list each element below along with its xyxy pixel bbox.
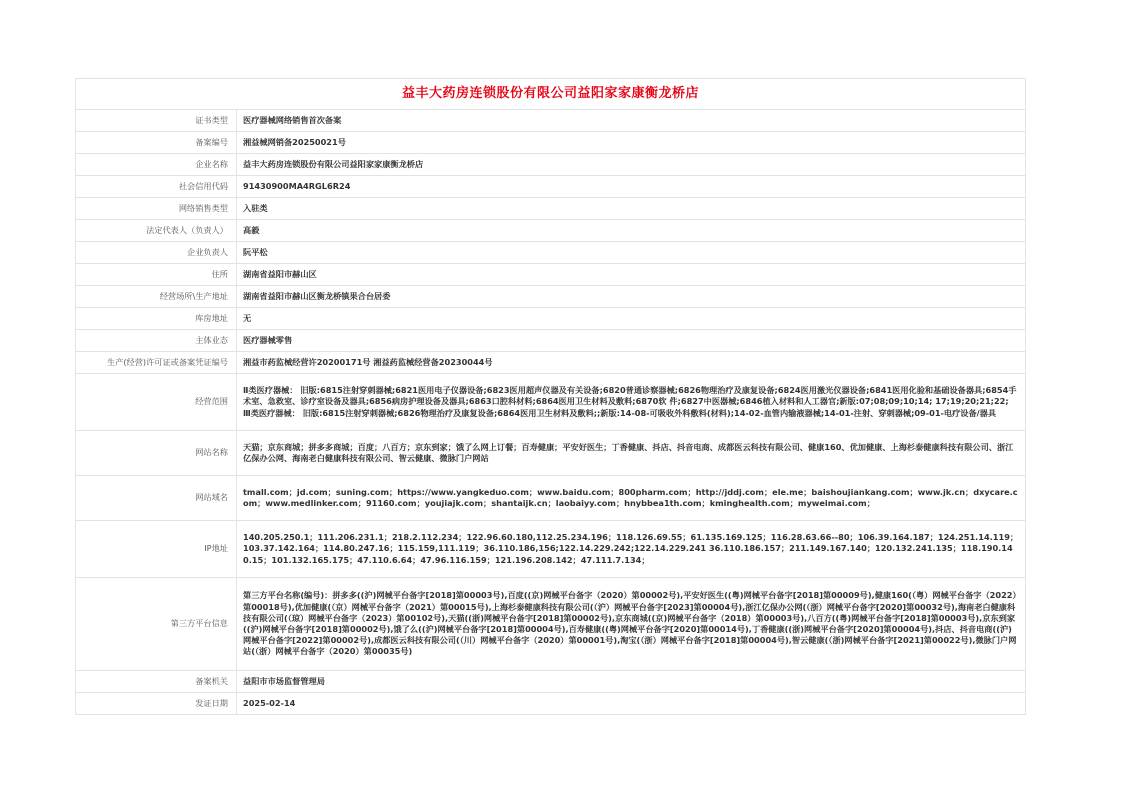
field-label: 网站名称 bbox=[76, 431, 237, 476]
row-credit-code bbox=[76, 176, 1026, 198]
field-value: Ⅱ类医疗器械： 旧版:6815注射穿刺器械;6821医用电子仪器设备;6823医用超声仪器及有关设备;6820普通诊察器械;6826物理治疗及康复设备;6824医用激光仪器设备;6841医用化验和基础设备器具;6854手术室、急救室、诊疗室设备及器具;6856病房护理设备及器具;6863口腔科材料;6864医用卫生材料及敷料;6870软 件;6827中医器械;6846植入材料和人工器官;新版:07;08;09;10;14; 17;19;20;21;22; Ⅲ类医疗器械： 旧版:6815注射穿刺器械;6826物理治疗及康复设备;6864医用卫生材料及敷料;;新版:14-08-可吸收外科敷料(材料);14-02-血管内输液器械;14-01-注射、穿刺器械;09-01-电疗设备/器具 bbox=[237, 374, 1026, 431]
row-business-format bbox=[76, 330, 1026, 352]
row-sales-type bbox=[76, 198, 1026, 220]
field-label: 法定代表人（负责人） bbox=[76, 220, 237, 242]
field-value: 阮平松 bbox=[237, 242, 1026, 264]
field-value: 湘益械网销备20250021号 bbox=[237, 132, 1026, 154]
row-filing-authority bbox=[76, 671, 1026, 693]
field-label: 生产(经营)许可证或备案凭证编号 bbox=[76, 352, 237, 374]
field-label: 备案编号 bbox=[76, 132, 237, 154]
field-value: 益阳市市场监督管理局 bbox=[237, 671, 1026, 693]
row-license-number bbox=[76, 352, 1026, 374]
field-label: 发证日期 bbox=[76, 693, 237, 715]
field-label: 住所 bbox=[76, 264, 237, 286]
row-record-number bbox=[76, 132, 1026, 154]
field-label: 企业负责人 bbox=[76, 242, 237, 264]
row-issue-date bbox=[76, 693, 1026, 715]
field-label: 库房地址 bbox=[76, 308, 237, 330]
field-label: 社会信用代码 bbox=[76, 176, 237, 198]
field-value: 天猫；京东商城；拼多多商城；百度；八百方；京东到家；饿了么网上订餐；百寿健康；平安好医生；丁香健康、抖店、抖音电商、成都医云科技有限公司、健康160、优加健康、上海杉泰健康科技有限公司、浙江亿保办公网、海南老白健康科技有限公司、智云健康、微脉门户网站 bbox=[237, 431, 1026, 476]
field-label: 企业名称 bbox=[76, 154, 237, 176]
field-value: 湖南省益阳市赫山区 bbox=[237, 264, 1026, 286]
field-label: 主体业态 bbox=[76, 330, 237, 352]
field-value: tmall.com；jd.com；suning.com；https://www.yangkeduo.com；www.baidu.com；800pharm.com；http://jddj.com；ele.me；baishoujiankang.com；www.jk.cn；dxycare.com；www.medlinker.com；91160.com；youjiajk.com；shantaijk.cn；laobaiyy.com；hnybbea1th.com；kminghealth.com；myweimai.com； bbox=[237, 476, 1026, 521]
field-value: 140.205.250.1；111.206.231.1；218.2.112.234；122.96.60.180,112.25.234.196；118.126.69.55；61.135.169.125；116.28.63.66--80；106.39.164.187；124.251.14.119；103.37.142.164；114.80.247.16；115.159,111.119；36.110.186,156;122.14.229.242;122.14.229.241 36.110.186.157；211.149.167.140；120.132.241.135；118.190.140.15；101.132.165.175；47.110.6.64；47.96.116.159；121.196.208.142；47.111.7.134； bbox=[237, 521, 1026, 578]
field-value: 益丰大药房连锁股份有限公司益阳家家康衡龙桥店 bbox=[237, 154, 1026, 176]
row-website-domain bbox=[76, 476, 1026, 521]
field-label: 网络销售类型 bbox=[76, 198, 237, 220]
field-value: 2025-02-14 bbox=[237, 693, 1026, 715]
row-business-scope bbox=[76, 374, 1026, 431]
row-website-name bbox=[76, 431, 1026, 476]
field-label: 经营范围 bbox=[76, 374, 237, 431]
field-value: 第三方平台名称(编号)：拼多多((沪)网械平台备字[2018]第00003号),百度((京)网械平台备字（2020）第00002号),平安好医生((粤)网械平台备字[2018]第00009号),健康160(（粤）网械平台备字（2022）第00018号),优加健康(（京）网械平台备字（2021）第00015号),上海杉泰健康科技有限公司(（沪）网械平台备字[2023]第00004号),浙江亿保办公网(（浙）网械平台备字[2020]第00032号),海南老白健康科技有限公司(（琼）网械平台备字（2023）第00102号),天猫((浙)网械平台备字[2018]第00002号),京东商城((京)网械平台备字（2018）第00003号),八百方((粤)网械平台备字[2018]第00003号),京东到家((沪)网械平台备字[2018]第00002号),饿了么((沪)网械平台备字[2018]第00004号),百寿健康((粤)网械平台备字[2020]第00014号),丁香健康((浙)网械平台备字[2020]第00004号),抖店、抖音电商((沪)网械平台备字[2022]第00002号),成都医云科技有限公司(（川）网械平台备字（2020）第00001号),淘宝(（浙）网械平台备字[2018]第00004号),智云健康(（浙)网械平台备字[2021]第00022号),微脉门户网站(（浙）网械平台备字（2020）第00035号) bbox=[237, 578, 1026, 671]
row-third-party-platform bbox=[76, 578, 1026, 671]
field-value: 入驻类 bbox=[237, 198, 1026, 220]
field-value: 湖南省益阳市赫山区衡龙桥镇果合台居委 bbox=[237, 286, 1026, 308]
row-residence bbox=[76, 264, 1026, 286]
document-title: 益丰大药房连锁股份有限公司益阳家家康衡龙桥店 bbox=[75, 78, 1026, 109]
row-certificate-type bbox=[76, 110, 1026, 132]
field-label: IP地址 bbox=[76, 521, 237, 578]
field-value: 高毅 bbox=[237, 220, 1026, 242]
field-label: 网站域名 bbox=[76, 476, 237, 521]
row-company-name bbox=[76, 154, 1026, 176]
field-label: 备案机关 bbox=[76, 671, 237, 693]
field-label: 证书类型 bbox=[76, 110, 237, 132]
field-value: 医疗器械网络销售首次备案 bbox=[237, 110, 1026, 132]
field-value: 91430900MA4RGL6R24 bbox=[237, 176, 1026, 198]
row-company-leader bbox=[76, 242, 1026, 264]
record-table bbox=[75, 109, 1026, 715]
field-value: 医疗器械零售 bbox=[237, 330, 1026, 352]
field-label: 第三方平台信息 bbox=[76, 578, 237, 671]
row-warehouse-address bbox=[76, 308, 1026, 330]
field-value: 湘益市药监械经营许20200171号 湘益药监械经营备20230044号 bbox=[237, 352, 1026, 374]
field-value: 无 bbox=[237, 308, 1026, 330]
row-ip-address bbox=[76, 521, 1026, 578]
record-document bbox=[75, 78, 1026, 715]
field-label: 经营场所\生产地址 bbox=[76, 286, 237, 308]
row-legal-representative bbox=[76, 220, 1026, 242]
row-business-address bbox=[76, 286, 1026, 308]
